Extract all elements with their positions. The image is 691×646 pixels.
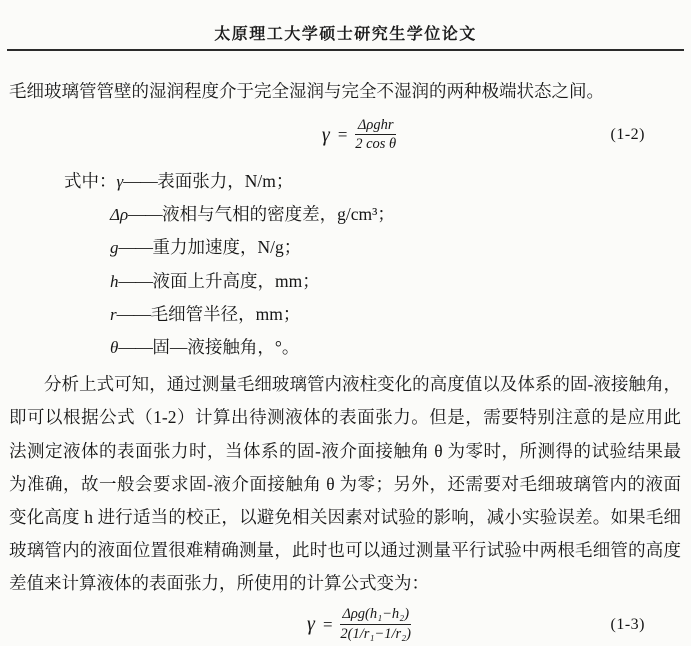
equation-1-2-formula <box>322 117 396 154</box>
paragraph-line: 分析上式可知，通过测量毛细玻璃管内液柱变化的高度值以及体系的固-液接触角， <box>44 374 681 395</box>
definition-dash: —— <box>118 337 153 358</box>
equation-1-2 <box>9 113 681 157</box>
definition-symbol: h <box>110 271 119 291</box>
fraction-denominator: 2(1/r₁−1/r₂) <box>340 625 411 642</box>
gamma-symbol: γ <box>307 613 315 636</box>
definitions-list <box>9 165 681 364</box>
definition-description: 液面上升高度，mm； <box>152 270 320 291</box>
equals-sign: = <box>321 614 334 634</box>
definition-symbol: Δρ <box>110 205 129 225</box>
paragraph-line: 法测定液体的表面张力时，当体系的固-液介面接触角 θ 为零时，所测得的试验结果最 <box>9 440 681 461</box>
paragraph-line: 即可以根据公式（1-2）计算出待测液体的表面张力。但是，需要特别注意的是应用此 <box>9 407 681 428</box>
definition-symbol: θ <box>110 338 119 358</box>
header-rule <box>7 49 684 51</box>
definition-row <box>9 331 681 364</box>
page-header-title: 太原理工大学硕士研究生学位论文 <box>214 26 477 43</box>
definition-row <box>9 298 681 331</box>
equals-sign: = <box>336 125 349 144</box>
paragraph-line: 为准确，故一般会要求固-液介面接触角 θ 为零；另外，还需要对毛细玻璃管内的液面 <box>9 473 681 494</box>
equation-number-1-2: (1-2) <box>610 126 645 143</box>
definition-row <box>9 231 681 264</box>
definition-dash: —— <box>123 171 158 191</box>
definition-dash: —— <box>128 204 163 225</box>
fraction <box>340 606 411 643</box>
intro-paragraph: 毛细玻璃管管壁的湿润程度介于完全湿润与完全不湿润的两种极端状态之间。 <box>9 81 604 101</box>
definition-description: 重力加速度，N/g； <box>152 237 302 258</box>
equation-number-1-3: (1-3) <box>610 615 645 633</box>
definition-description: 固—液接触角，°。 <box>152 337 300 358</box>
definition-dash: —— <box>118 270 153 291</box>
page-content <box>0 77 691 646</box>
definition-lead: 式中： <box>64 171 117 191</box>
definition-row <box>9 198 681 231</box>
analysis-paragraph <box>9 368 681 600</box>
paragraph-line: 玻璃管内的液面位置很难精确测量，此时也可以通过测量平行试验中两根毛细管的高度 <box>9 540 681 561</box>
equation-1-3-formula <box>307 606 411 643</box>
definition-row <box>9 165 681 198</box>
fraction-numerator: Δρg(h₁−h₂) <box>342 606 410 623</box>
definition-description: 表面张力，N/m； <box>157 171 294 191</box>
definition-description: 毛细管半径，mm； <box>150 303 301 324</box>
definition-row <box>9 265 681 298</box>
definition-symbol: γ <box>116 172 124 191</box>
definition-dash: —— <box>116 303 151 324</box>
gamma-symbol: γ <box>321 123 330 146</box>
paragraph-line: 变化高度 h 进行适当的校正，以避免相关因素对试验的影响，减小实验误差。如果毛细 <box>9 507 681 528</box>
definition-description: 液相与气相的密度差，g/cm³； <box>162 204 395 225</box>
fraction-denominator: 2 cos θ <box>355 136 397 152</box>
definition-symbol: r <box>110 304 117 324</box>
paragraph-line: 差值来计算液体的表面张力，所使用的计算公式变为： <box>9 573 429 594</box>
definition-dash: —— <box>118 237 153 258</box>
fraction-numerator: Δρghr <box>357 116 394 133</box>
definition-symbol: g <box>110 238 119 258</box>
equation-1-3 <box>9 603 681 646</box>
fraction <box>355 117 396 154</box>
